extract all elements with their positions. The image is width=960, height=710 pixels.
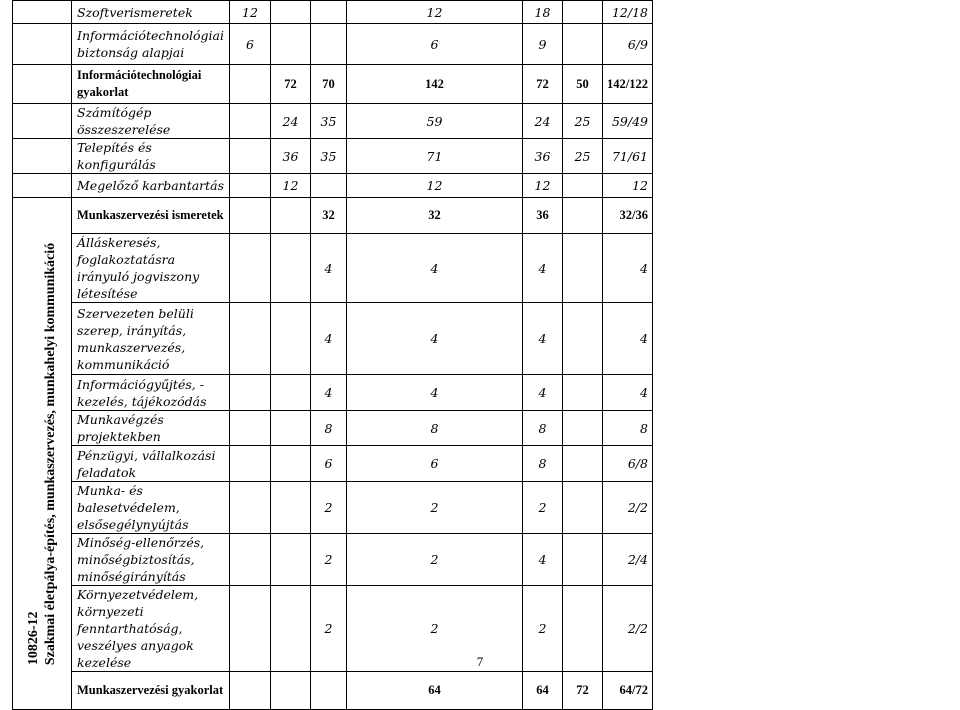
hours-cell-c6	[563, 303, 603, 375]
side-cell	[13, 1, 72, 24]
hours-cell-c2: 36	[271, 139, 311, 174]
hours-cell-c4: 12	[347, 174, 523, 198]
hours-cell-c4: 4	[347, 303, 523, 375]
hours-cell-c7: 2/2	[603, 586, 653, 672]
table-row	[13, 104, 757, 139]
hours-cell-c2	[271, 534, 311, 586]
hours-cell-c7: 6/8	[603, 446, 653, 482]
hours-cell-c5: 4	[523, 534, 563, 586]
table-body	[13, 1, 757, 710]
subject-name: Minőség-ellenőrzés, minőségbiztosítás, minőségirányítás	[72, 534, 230, 586]
module-label-wrap	[13, 226, 71, 681]
hours-cell-c3: 6	[311, 446, 347, 482]
hours-cell-c1	[230, 139, 271, 174]
side-cell	[13, 174, 72, 198]
hours-cell-c2	[271, 411, 311, 446]
module-label-cell	[13, 198, 72, 710]
hours-cell-c6	[563, 482, 603, 534]
hours-cell-c7: 59/49	[603, 104, 653, 139]
hours-cell-c7: 6/9	[603, 24, 653, 65]
table-row	[13, 174, 757, 198]
hours-cell-c5: 2	[523, 482, 563, 534]
side-cell	[13, 24, 72, 65]
hours-cell-c4: 2	[347, 482, 523, 534]
hours-cell-c1	[230, 303, 271, 375]
hours-cell-c5: 4	[523, 234, 563, 303]
hours-cell-c4: 64	[347, 672, 523, 710]
hours-cell-c6	[563, 234, 603, 303]
hours-cell-c6: 72	[563, 672, 603, 710]
hours-cell-c4: 2	[347, 534, 523, 586]
hours-cell-c3: 35	[311, 104, 347, 139]
hours-cell-c5: 8	[523, 411, 563, 446]
hours-cell-c3: 70	[311, 65, 347, 104]
subject-name: Munkaszervezési ismeretek	[72, 198, 230, 234]
hours-cell-c2	[271, 303, 311, 375]
table-row	[13, 24, 757, 65]
hours-cell-c7: 32/36	[603, 198, 653, 234]
hours-cell-c4: 12	[347, 1, 523, 24]
subject-name: Információgyűjtés, -kezelés, tájékozódás	[72, 375, 230, 411]
hours-cell-c7: 12	[603, 174, 653, 198]
hours-cell-c3: 4	[311, 303, 347, 375]
hours-cell-c6	[563, 534, 603, 586]
table-row	[13, 303, 757, 375]
hours-cell-c3: 32	[311, 198, 347, 234]
hours-cell-c5: 18	[523, 1, 563, 24]
module-label	[25, 242, 59, 664]
subject-name: Megelőző karbantartás	[72, 174, 230, 198]
hours-cell-c4: 2	[347, 586, 523, 672]
hours-cell-c5: 4	[523, 303, 563, 375]
hours-cell-c3: 2	[311, 534, 347, 586]
subject-name: Környezetvédelem, környezeti fenntarthatóság, veszélyes anyagok kezelése	[72, 586, 230, 672]
table-row	[13, 534, 757, 586]
hours-cell-c1: 6	[230, 24, 271, 65]
hours-cell-c4: 8	[347, 411, 523, 446]
hours-cell-c1	[230, 482, 271, 534]
subject-name: Pénzügyi, vállalkozási feladatok	[72, 446, 230, 482]
hours-cell-c7: 12/18	[603, 1, 653, 24]
hours-cell-c2	[271, 446, 311, 482]
hours-cell-c2: 72	[271, 65, 311, 104]
hours-cell-c6	[563, 1, 603, 24]
table-row	[13, 482, 757, 534]
hours-cell-c2	[271, 1, 311, 24]
hours-cell-c1	[230, 104, 271, 139]
hours-cell-c4: 6	[347, 446, 523, 482]
hours-cell-c3	[311, 672, 347, 710]
hours-cell-c5: 9	[523, 24, 563, 65]
hours-cell-c7: 142/122	[603, 65, 653, 104]
hours-cell-c1	[230, 411, 271, 446]
subject-name: Információtechnológiai biztonság alapjai	[72, 24, 230, 65]
hours-cell-c7: 2/4	[603, 534, 653, 586]
module-code: 10826-12	[26, 611, 41, 665]
hours-cell-c5: 8	[523, 446, 563, 482]
hours-cell-c6	[563, 375, 603, 411]
hours-cell-c5: 64	[523, 672, 563, 710]
side-cell	[13, 139, 72, 174]
subject-name: Munkaszervezési gyakorlat	[72, 672, 230, 710]
table-row	[13, 375, 757, 411]
subject-name: Munkavégzés projektekben	[72, 411, 230, 446]
hours-cell-c3	[311, 1, 347, 24]
hours-cell-c3: 8	[311, 411, 347, 446]
hours-cell-c6	[563, 446, 603, 482]
hours-cell-c1	[230, 446, 271, 482]
hours-cell-c6: 25	[563, 139, 603, 174]
hours-cell-c3: 4	[311, 234, 347, 303]
hours-cell-c6	[563, 411, 603, 446]
subject-name: Telepítés és konfigurálás	[72, 139, 230, 174]
hours-cell-c3: 2	[311, 482, 347, 534]
hours-cell-c1	[230, 198, 271, 234]
hours-cell-c4: 4	[347, 375, 523, 411]
table-row	[13, 198, 757, 234]
hours-cell-c3	[311, 24, 347, 65]
hours-cell-c7: 71/61	[603, 139, 653, 174]
side-cell	[13, 65, 72, 104]
hours-cell-c7: 64/72	[603, 672, 653, 710]
hours-cell-c6	[563, 24, 603, 65]
hours-cell-c1	[230, 375, 271, 411]
subject-name: Álláskeresés, foglakoztatásra irányuló jogviszony létesítése	[72, 234, 230, 303]
side-cell	[13, 104, 72, 139]
hours-cell-c3	[311, 174, 347, 198]
subject-name: Számítógép összeszerelése	[72, 104, 230, 139]
hours-cell-c6	[563, 198, 603, 234]
hours-cell-c2	[271, 482, 311, 534]
subject-name: Szoftverismeretek	[72, 1, 230, 24]
module-title: Szakmai életpálya-építés, munkaszervezés, munkahelyi kommunikáció	[43, 242, 58, 665]
hours-cell-c5: 72	[523, 65, 563, 104]
hours-cell-c4: 142	[347, 65, 523, 104]
hours-cell-c4: 32	[347, 198, 523, 234]
hours-cell-c1	[230, 174, 271, 198]
hours-cell-c2: 12	[271, 174, 311, 198]
hours-cell-c3: 2	[311, 586, 347, 672]
hours-cell-c3: 35	[311, 139, 347, 174]
subject-name: Szervezeten belüli szerep, irányítás, munkaszervezés, kommunikáció	[72, 303, 230, 375]
hours-cell-c2	[271, 198, 311, 234]
hours-cell-c5: 12	[523, 174, 563, 198]
curriculum-table	[12, 0, 757, 710]
hours-cell-c5: 24	[523, 104, 563, 139]
hours-cell-c4: 4	[347, 234, 523, 303]
hours-cell-c5: 2	[523, 586, 563, 672]
hours-cell-c7: 2/2	[603, 482, 653, 534]
table-row	[13, 446, 757, 482]
page-number: 7	[476, 654, 484, 669]
table-row	[13, 672, 757, 710]
hours-cell-c2: 24	[271, 104, 311, 139]
hours-cell-c1: 12	[230, 1, 271, 24]
hours-cell-c4: 59	[347, 104, 523, 139]
hours-cell-c5: 36	[523, 139, 563, 174]
hours-cell-c1	[230, 65, 271, 104]
table-row	[13, 1, 757, 24]
hours-cell-c2	[271, 24, 311, 65]
hours-cell-c6: 25	[563, 104, 603, 139]
hours-cell-c2	[271, 234, 311, 303]
hours-cell-c7: 4	[603, 375, 653, 411]
hours-cell-c7: 8	[603, 411, 653, 446]
hours-cell-c6	[563, 174, 603, 198]
table-row	[13, 65, 757, 104]
hours-cell-c7: 4	[603, 234, 653, 303]
hours-cell-c5: 36	[523, 198, 563, 234]
hours-cell-c4: 71	[347, 139, 523, 174]
hours-cell-c4: 6	[347, 24, 523, 65]
hours-cell-c1	[230, 234, 271, 303]
table-row	[13, 139, 757, 174]
hours-cell-c1	[230, 534, 271, 586]
table-row	[13, 234, 757, 303]
hours-cell-c6: 50	[563, 65, 603, 104]
subject-name: Információtechnológiai gyakorlat	[72, 65, 230, 104]
hours-cell-c2	[271, 672, 311, 710]
table-row	[13, 411, 757, 446]
hours-cell-c5: 4	[523, 375, 563, 411]
hours-cell-c2	[271, 375, 311, 411]
hours-cell-c7: 4	[603, 303, 653, 375]
hours-cell-c1	[230, 672, 271, 710]
subject-name: Munka- és balesetvédelem, elsősegélynyújtás	[72, 482, 230, 534]
hours-cell-c3: 4	[311, 375, 347, 411]
